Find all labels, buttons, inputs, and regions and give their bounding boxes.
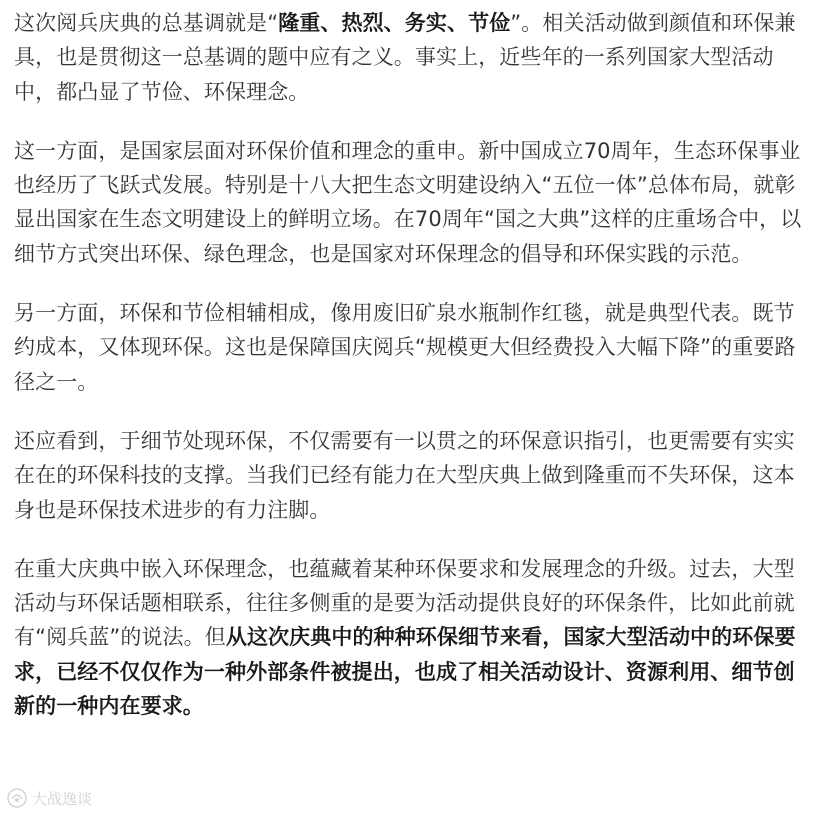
article-body	[14, 6, 806, 748]
paragraph-2	[14, 134, 806, 271]
watermark	[6, 785, 92, 811]
paragraph-5	[14, 552, 806, 723]
paragraph-1-text: 这次阅兵庆典的总基调就是“	[14, 11, 279, 35]
paragraph-1-bold-text: 隆重、热烈、务实、节俭	[278, 11, 511, 35]
paragraph-3	[14, 296, 806, 399]
paragraph-4-text: 还应看到，于细节处现环保，不仅需要有一以贯之的环保意识指引，也更需要有实实在在的环保科技的支撑。当我们已经有能力在大型庆典上做到隆重而不失环保，这本身也是环保技术进步的有力注脚。	[14, 428, 795, 522]
paragraph-1-text-continued: ”。相关活动做到颜值和环保兼具，也是贯彻这一总基调的题中应有之义。事实上，近些年的一系列国家大型活动中，都凸显了节俭、环保理念。	[14, 11, 796, 104]
paragraph-2-text: 这一方面，是国家层面对环保价值和理念的重申。新中国成立70周年，生态环保事业也经历了飞跃式发展。特别是十八大把生态文明建设纳入“五位一体”总体布局，就彰显出国家在生态文明建设上的鲜明立场。在70周年“国之大典”这样的庄重场合中，以细节方式突出环保、绿色理念，也是国家对环保理念的倡导和环保实践的示范。	[14, 138, 802, 266]
paragraph-5-text: 在重大庆典中嵌入环保理念，也蕴藏着某种环保要求和发展理念的升级。过去，大型活动与环保话题相联系，往往多侧重的是要为活动提供良好的环保条件，比如此前就有“阅兵蓝”的说法。但	[14, 556, 795, 650]
paragraph-3-text: 另一方面，环保和节俭相辅相成，像用废旧矿泉水瓶制作红毯，就是典型代表。既节约成本，又体现环保。这也是保障国庆阅兵“规模更大但经费投入大幅下降”的重要路径之一。	[14, 301, 796, 394]
paragraph-5-bold-text: 从这次庆典中的种种环保细节来看，国家大型活动中的环保要求，已经不仅仅作为一种外部条件被提出，也成了相关活动设计、资源利用、细节创新的一种内在要求。	[14, 625, 796, 719]
watermark-logo-icon	[6, 787, 28, 809]
paragraph-4	[14, 424, 806, 527]
paragraph-1	[14, 6, 806, 109]
watermark-text: 大战逸谈	[32, 789, 93, 808]
